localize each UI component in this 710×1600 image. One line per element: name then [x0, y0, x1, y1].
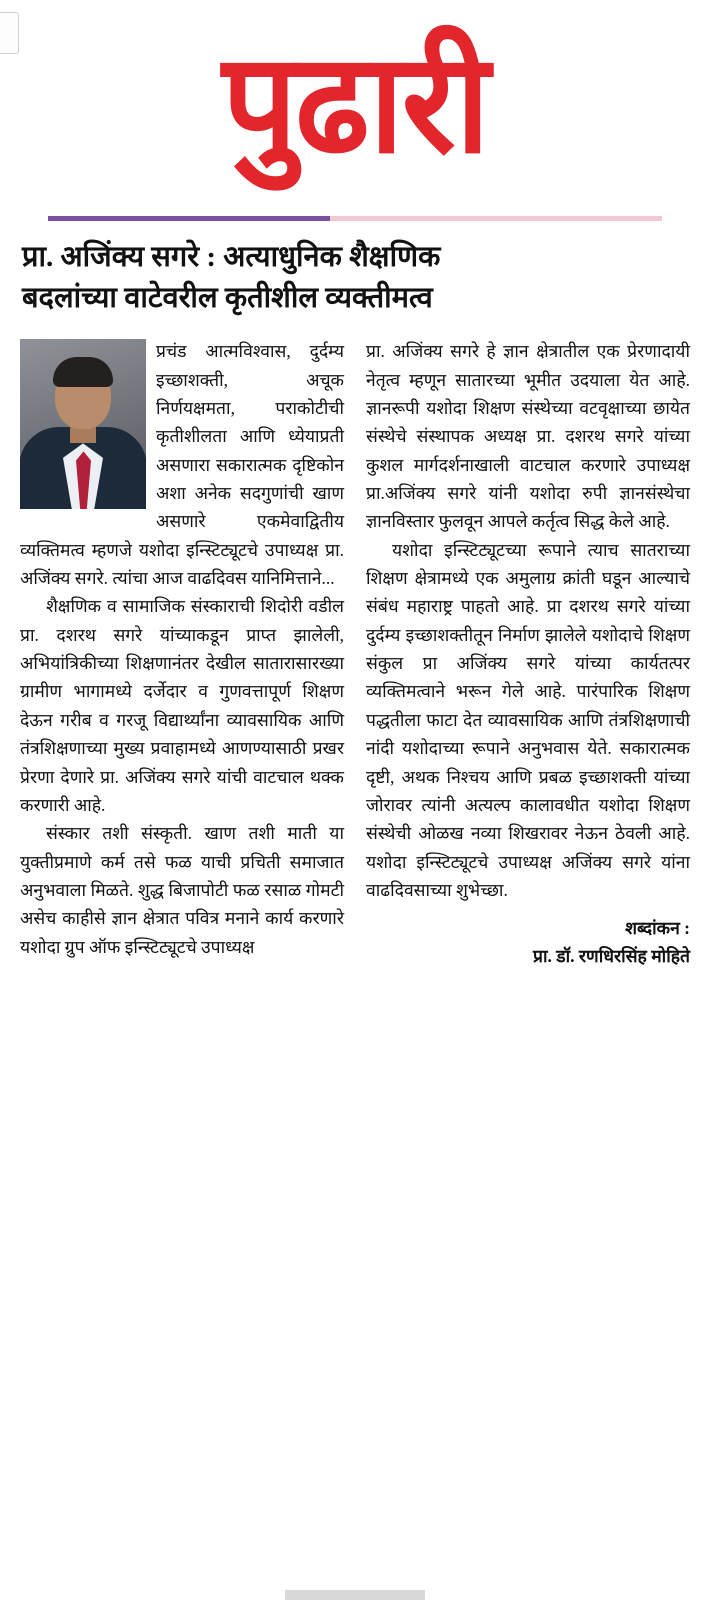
masthead — [0, 0, 710, 180]
article-body — [20, 337, 690, 970]
masthead-title: पुढारी — [222, 26, 488, 181]
portrait-photo — [20, 339, 146, 509]
article-headline — [22, 237, 688, 319]
left-paragraph-3: संस्कार तशी संस्कृती. खाण तशी माती या युक्तीप्रमाणे कर्म तसे फळ याची प्रचिती समाजात अनुभवाला मिळते. शुद्ध बिजापोटी फळ रसाळ गोमटी असेच काहीसे ज्ञान क्षेत्रात पवित्र मनाने कार्य करणारे यशोदा ग्रुप ऑफ इन्स्टिट्यूटचे उपाध्यक्ष — [20, 823, 344, 957]
right-paragraph-1: प्रा. अजिंक्य सगरे हे ज्ञान क्षेत्रातील एक प्रेरणादायी नेतृत्व म्हणून सातारच्या भूमीत उदयाला येत आहे. ज्ञानरूपी यशोदा शिक्षण संस्थेच्या वटवृक्षाच्या छायेत संस्थेचे संस्थापक अध्यक्ष प्रा. दशरथ सगरे यांच्या कुशल मार्गदर्शनाखाली वाटचाल करणारे उपाध्यक्ष प्रा.अजिंक्य सगरे यांनी यशोदा रुपी ज्ञानसंस्थेचा ज्ञानविस्तार फुलवून आपले कर्तृत्व सिद्ध केले आहे. — [366, 341, 690, 532]
divider-left-segment — [48, 216, 330, 221]
left-paragraph-2: शैक्षणिक व सामाजिक संस्काराची शिदोरी वडील प्रा. दशरथ सगरे यांच्याकडून प्राप्त झालेली, अभियांत्रिकीच्या शिक्षणानंतर देखील सातारासारख्या ग्रामीण भागामध्ये दर्जेदार व गुणवत्तापूर्ण शिक्षण देऊन गरीब व गरजू विद्यार्थ्यांना व्यावसायिक आणि तंत्रशिक्षणाच्या मुख्य प्रवाहामध्ये आणण्यासाठी प्रखर प्रेरणा देणारे प्रा. अजिंक्य सगरे यांची वाटचाल थक्क करणारी आहे. — [20, 596, 344, 815]
credit-label: शब्दांकन : — [625, 918, 690, 939]
headline-line-2: बदलांच्या वाटेवरील कृतीशील व्यक्तीमत्व — [22, 282, 433, 315]
left-paragraph-1: प्रचंड आत्मविश्वास, दुर्दम्य इच्छाशक्ती, अचूक निर्णयक्षमता, पराकोटीची कृतीशीलता आणि ध्येयाप्रती असणारा सकारात्मक दृष्टिकोन अशा अनेक सदगुणांची खाण असणारे एकमेवाद्वितीय व्यक्तिमत्व म्हणजे यशोदा इन्स्टिट्यूटचे उपाध्यक्ष प्रा. अजिंक्य सगरे. त्यांचा आज वाढदिवस यानिमित्ताने... — [20, 341, 344, 589]
section-divider — [48, 216, 662, 221]
page-bottom-strip — [0, 1582, 710, 1600]
headline-line-1: प्रा. अजिंक्य सगरे : अत्याधुनिक शैक्षणिक — [22, 241, 441, 273]
article-column-right — [366, 337, 690, 970]
right-paragraph-2: यशोदा इन्स्टिट्यूटच्या रूपाने त्याच सातराच्या शिक्षण क्षेत्रामध्ये एक अमुलाग्र क्रांती घडून आल्याचे संबंध महाराष्ट्र पाहतो आहे. प्रा दशरथ सगरे यांच्या दुर्दम्य इच्छाशक्तीतून निर्माण झालेले यशोदाचे शिक्षण संकुल प्रा अजिंक्य सगरे यांच्या कार्यतत्पर व्यक्तिमत्वाने भरून गेले आहे. पारंपारिक शिक्षण पद्धतीला फाटा देत व्यावसायिक आणि तंत्रशिक्षणाची नांदी यशोदाच्या रूपाने अनुभवास येते. सकारात्मक दृष्टी, अथक निश्चय आणि प्रबळ इच्छाशक्ती यांच्या जोरावर त्यांनी अत्यल्प कालावधीत यशोदा शिक्षण संस्थेची ओळख नव्या शिखरावर नेऊन ठेवली आहे. यशोदा इन्स्टिट्यूटचे उपाध्यक्ष अजिंक्य सगरे यांना वाढदिवसाच्या शुभेच्छा. — [366, 539, 690, 900]
page-bottom-tab — [285, 1590, 425, 1600]
page-corner-mark — [0, 12, 19, 54]
article-column-left — [20, 337, 344, 970]
article-credit — [366, 914, 690, 970]
portrait-hair — [53, 357, 113, 387]
credit-author-name: प्रा. डॉ. रणधिरसिंह मोहिते — [533, 946, 690, 967]
divider-right-segment — [330, 216, 662, 221]
